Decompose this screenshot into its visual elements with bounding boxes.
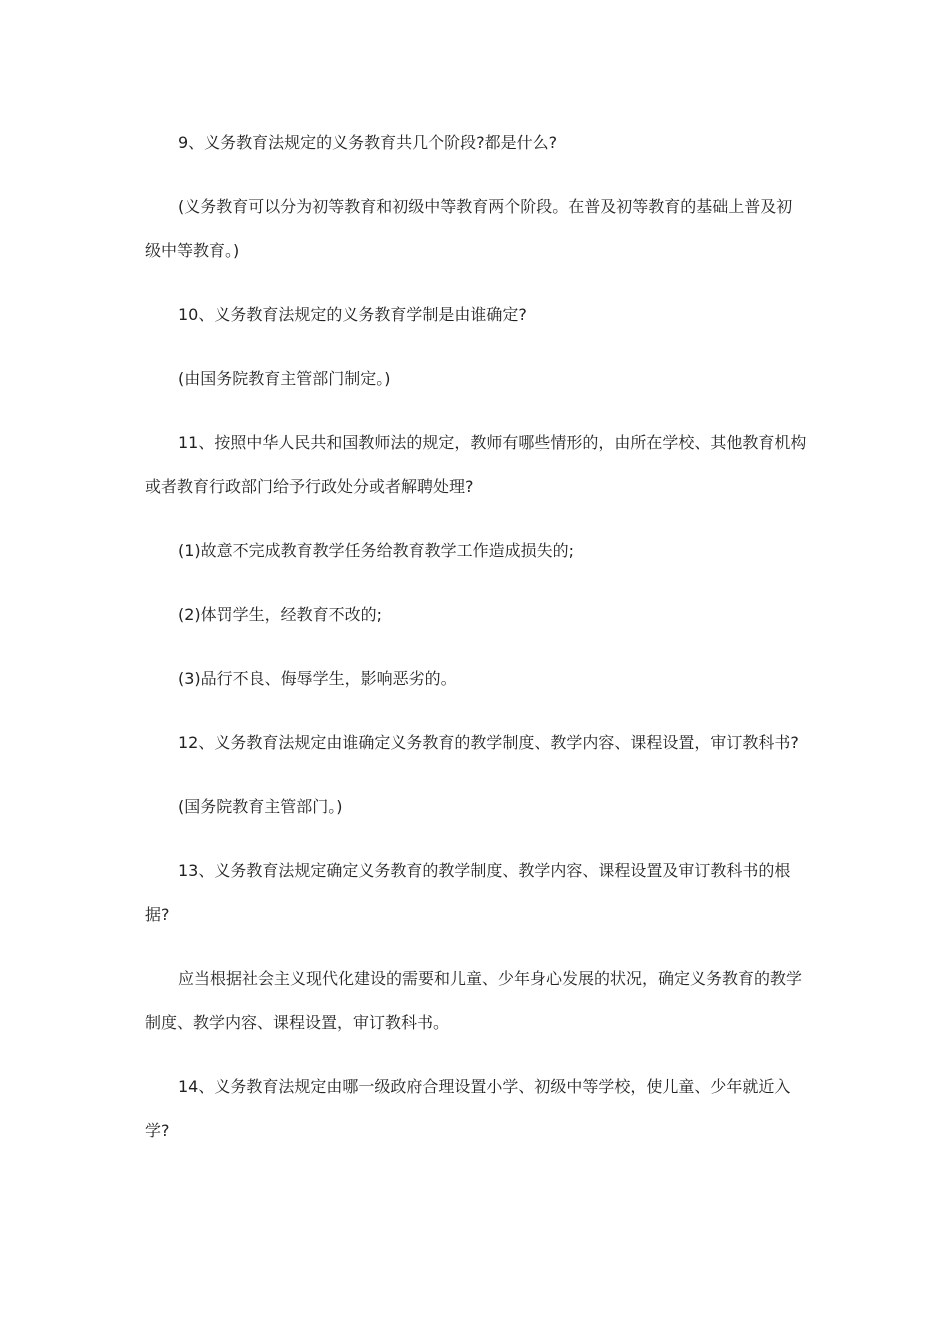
answer-11-item-2: (2)体罚学生，经教育不改的;	[178, 605, 383, 624]
question-9: 9、义务教育法规定的义务教育共几个阶段?都是什么?	[178, 133, 558, 152]
question-13: 13、义务教育法规定确定义务教育的教学制度、教学内容、课程设置及审订教科书的根据?	[145, 861, 791, 924]
question-14: 14、义务教育法规定由哪一级政府合理设置小学、初级中等学校，使儿童、少年就近入学?	[145, 1077, 791, 1140]
question-12: 12、义务教育法规定由谁确定义务教育的教学制度、教学内容、课程设置，审订教科书?	[178, 733, 799, 752]
answer-11-item-3: (3)品行不良、侮辱学生，影响恶劣的。	[178, 669, 457, 688]
answer-9: (义务教育可以分为初等教育和初级中等教育两个阶段。在普及初等教育的基础上普及初级中等教育。)	[145, 197, 793, 260]
document-body	[145, 121, 807, 1173]
answer-11-item-1: (1)故意不完成教育教学任务给教育教学工作造成损失的;	[178, 541, 575, 560]
answer-13: 应当根据社会主义现代化建设的需要和儿童、少年身心发展的状况，确定义务教育的教学制度、教学内容、课程设置，审订教科书。	[145, 969, 803, 1032]
question-10: 10、义务教育法规定的义务教育学制是由谁确定?	[178, 305, 527, 324]
answer-12: (国务院教育主管部门。)	[178, 797, 343, 816]
question-11: 11、按照中华人民共和国教师法的规定，教师有哪些情形的，由所在学校、其他教育机构或者教育行政部门给予行政处分或者解聘处理?	[145, 433, 807, 496]
answer-10: (由国务院教育主管部门制定。)	[178, 369, 391, 388]
